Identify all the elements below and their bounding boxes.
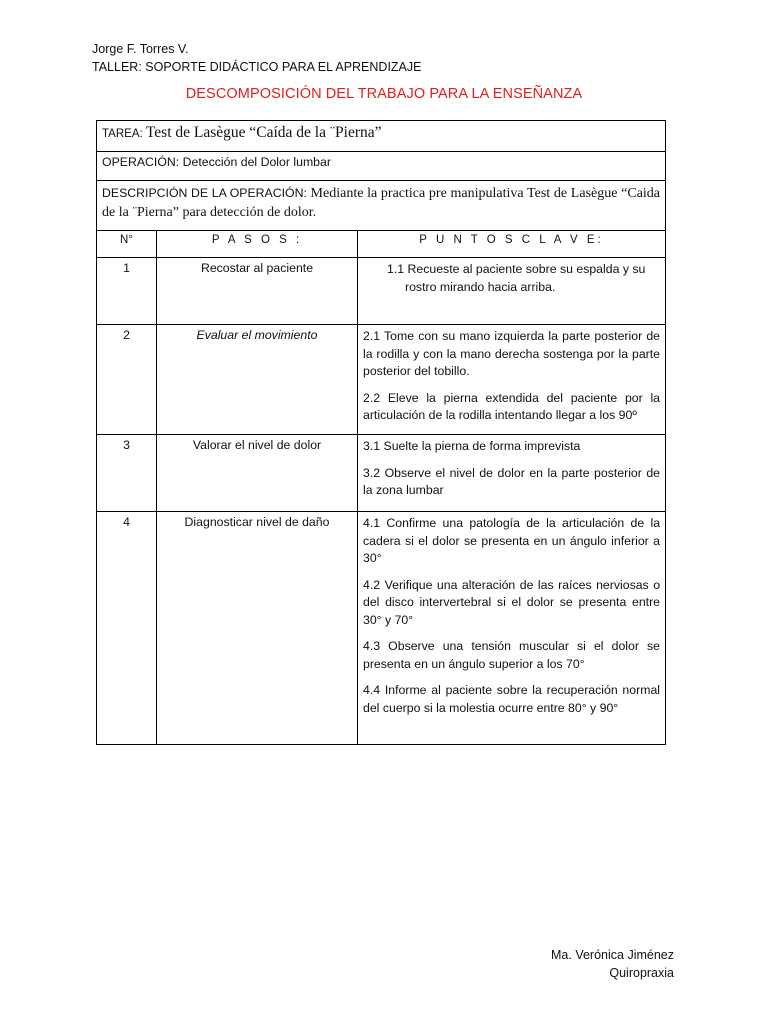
operacion-row — [97, 152, 666, 181]
table-row — [97, 325, 666, 435]
document-title: DESCOMPOSICIÓN DEL TRABAJO PARA LA ENSEÑANZA — [185, 86, 583, 102]
tarea-value: Test de Lasègue “Caída de la ¨Pierna” — [145, 124, 382, 141]
author-name: Jorge F. Torres V. — [92, 42, 189, 56]
operacion-value: Detección del Dolor lumbar — [182, 155, 331, 169]
workshop-title: TALLER: SOPORTE DIDÁCTICO PARA EL APRENDIZAJE — [92, 60, 422, 74]
row-puntos — [358, 435, 666, 512]
descripcion-row — [97, 181, 666, 231]
tarea-label: TAREA: — [102, 128, 146, 140]
punto-clave: 2.1 Tome con su mano izquierda la parte posterior de la rodilla y con la mano derecha sostenga por la parte posterior del tobillo. — [363, 329, 661, 378]
row-paso: Evaluar el movimiento — [157, 325, 358, 435]
row-puntos — [358, 325, 666, 435]
table-row — [97, 512, 666, 745]
punto-clave: 1.1 Recueste al paciente sobre su espalda y su rostro mirando hacia arriba. — [387, 262, 646, 294]
punto-clave: 3.2 Observe el nivel de dolor en la parte posterior de la zona lumbar — [363, 465, 661, 497]
table-header-row — [97, 231, 666, 258]
tarea-row — [97, 121, 666, 152]
row-puntos — [358, 258, 666, 325]
row-number: 2 — [97, 325, 157, 435]
row-number: 3 — [97, 435, 157, 512]
table-row — [97, 258, 666, 325]
punto-clave: 4.2 Verifique una alteración de las raíces nerviosas o del disco intervertebral si el dolor se presenta entre 30° y 70° — [363, 577, 661, 627]
punto-clave: 3.1 Suelte la pierna de forma imprevista — [363, 439, 581, 453]
descripcion-cell — [97, 181, 666, 231]
row-paso: Valorar el nivel de dolor — [157, 435, 358, 512]
punto-clave: 4.4 Informe al paciente sobre la recuperación normal del cuerpo si la molestia ocurre entre 80° y 90° — [363, 683, 661, 715]
column-header-puntos: P U N T O S C L A V E: — [358, 231, 666, 258]
row-number: 4 — [97, 512, 157, 745]
tarea-cell — [97, 121, 666, 152]
punto-clave: 2.2 Eleve la pierna extendida del paciente por la articulación de la rodilla intentando llegar a los 90º — [363, 390, 661, 422]
punto-clave: 4.3 Observe una tensión muscular si el dolor se presenta en un ángulo superior a los 70° — [363, 639, 661, 671]
column-header-num: N° — [97, 231, 157, 258]
footer-name: Ma. Verónica Jiménez — [551, 948, 674, 962]
table-row — [97, 435, 666, 512]
operacion-label: OPERACIÓN: — [102, 155, 183, 169]
row-paso: Recostar al paciente — [157, 258, 358, 325]
operacion-cell — [97, 152, 666, 181]
descripcion-label: DESCRIPCIÓN DE LA OPERACIÓN: — [102, 186, 311, 200]
row-number: 1 — [97, 258, 157, 325]
row-puntos — [358, 512, 666, 745]
footer-department: Quiropraxia — [609, 966, 674, 980]
row-paso: Diagnosticar nivel de daño — [157, 512, 358, 745]
descripcion-value: Mediante la practica pre manipulativa Test de Lasègue “Caida de la ¨Pierna” para detección de dolor. — [102, 186, 661, 220]
task-breakdown-table — [96, 120, 666, 745]
column-header-pasos: P A S O S : — [157, 231, 358, 258]
punto-clave: 4.1 Confirme una patología de la articulación de la cadera si el dolor se presenta en un ángulo inferior a 30° — [363, 516, 661, 565]
